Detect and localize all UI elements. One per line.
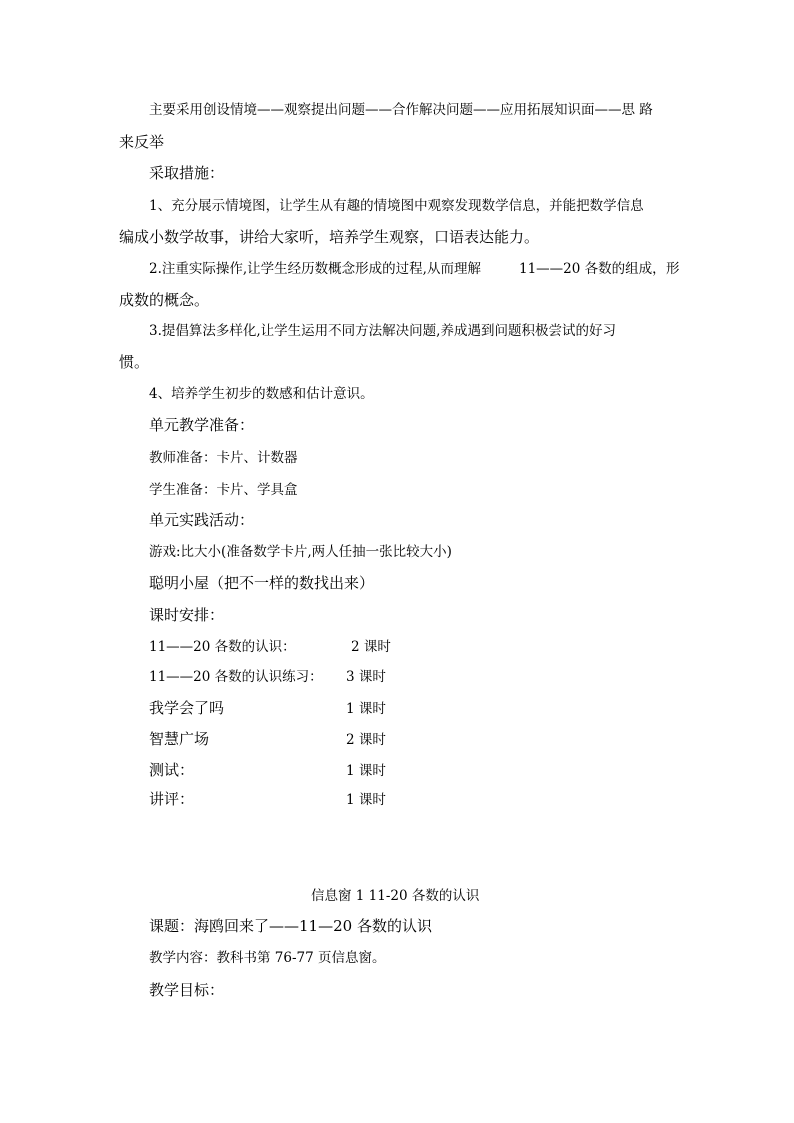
measure-3-line-2: 惯。 xyxy=(119,353,150,371)
lesson-content: 教学内容：教科书第 76-77 页信息窗。 xyxy=(149,950,386,966)
schedule-hours: 3 课时 xyxy=(346,669,386,685)
lesson-goals-heading: 教学目标： xyxy=(149,981,225,999)
schedule-hours: 1 课时 xyxy=(346,763,386,779)
schedule-hours: 1 课时 xyxy=(346,701,386,717)
approach-line-1: 主要采用创设情境——观察提出问题——合作解决问题——应用拓展知识面——思 路 xyxy=(149,102,653,118)
activity-heading: 单元实践活动： xyxy=(149,511,255,529)
measure-2-line-2: 成数的概念。 xyxy=(119,291,210,309)
student-prep: 学生准备：卡片、学具盒 xyxy=(149,482,298,498)
prep-heading: 单元教学准备： xyxy=(149,416,255,434)
teacher-prep: 教师准备：卡片、计数器 xyxy=(149,450,298,466)
measures-heading: 采取措施： xyxy=(149,164,225,182)
approach-line-2: 来反举 xyxy=(119,133,165,151)
schedule-item: 测试： xyxy=(149,761,195,779)
measure-2-line-1-numbers: 11——20 各数的组成， xyxy=(519,261,666,277)
measure-1-line-1: 1、充分展示情境图，让学生从有趣的情境图中观察发现数学信息，并能把数学信息 xyxy=(149,198,644,214)
schedule-item: 11——20 各数的认识： xyxy=(149,639,296,655)
schedule-item: 我学会了吗 xyxy=(149,699,225,717)
schedule-item: 智慧广场 xyxy=(149,730,210,748)
measure-3-line-1: 3.提倡算法多样化,让学生运用不同方法解决问题,养成遇到问题积极尝试的好习 xyxy=(149,323,616,339)
schedule-hours: 2 课时 xyxy=(346,732,386,748)
schedule-item: 11——20 各数的认识练习： xyxy=(149,669,323,685)
schedule-hours: 1 课时 xyxy=(346,792,386,808)
game-activity: 游戏:比大小(准备数学卡片,两人任抽一张比较大小) xyxy=(149,544,452,560)
smart-house-activity: 聪明小屋（把不一样的数找出来） xyxy=(149,574,375,592)
schedule-item: 讲评： xyxy=(149,790,195,808)
schedule-heading: 课时安排： xyxy=(149,606,225,624)
measure-4: 4、培养学生初步的数感和估计意识。 xyxy=(149,386,374,402)
schedule-hours: 2 课时 xyxy=(351,639,391,655)
measure-2-line-1: 2.注重实际操作,让学生经历数概念形成的过程,从而理解 xyxy=(149,261,481,277)
measure-2-line-1-end: 形 xyxy=(666,261,680,277)
lesson-topic: 课题：海鸥回来了——11—20 各数的认识 xyxy=(149,917,432,935)
measure-1-line-2: 编成小数学故事，讲给大家听，培养学生观察，口语表达能力。 xyxy=(119,228,540,246)
lesson-title: 信息窗 1 11-20 各数的认识 xyxy=(311,888,480,904)
